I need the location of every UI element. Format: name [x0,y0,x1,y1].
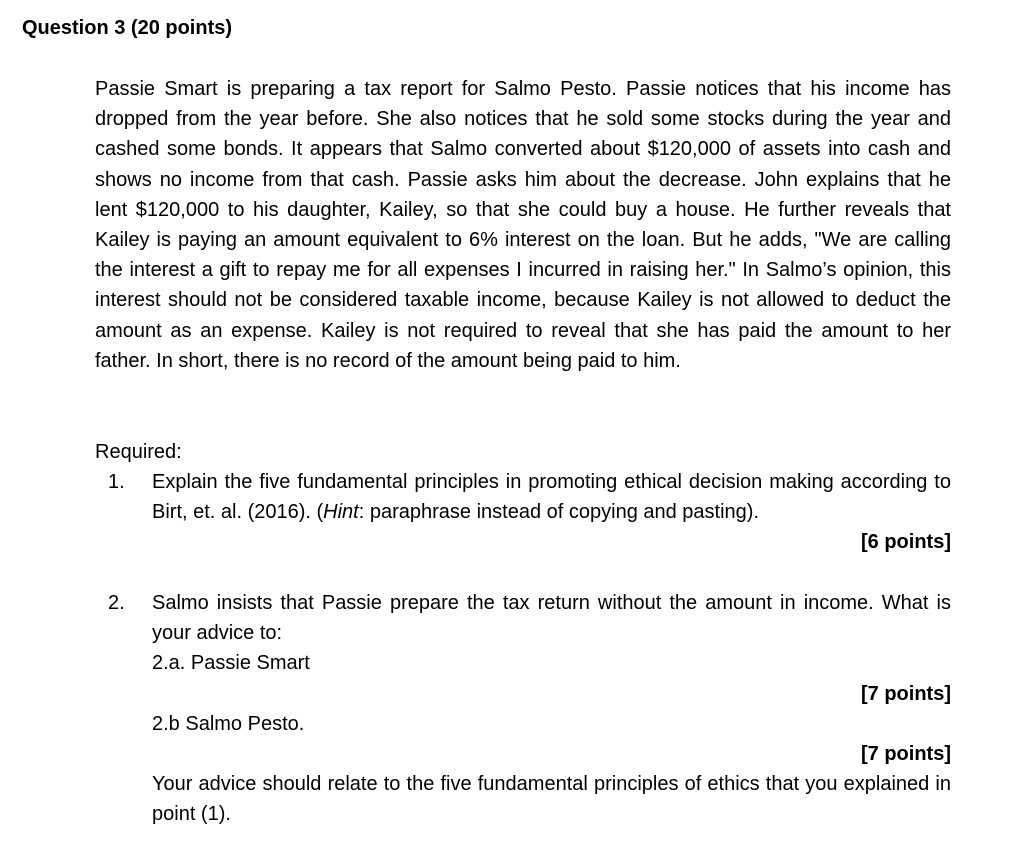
required-item-1 [95,467,951,558]
scenario-paragraph: Passie Smart is preparing a tax report for Salmo Pesto. Passie notices that his income has dropped from the year before. She also notices that he sold some stocks during the year and cashed some bonds. It appears that Salmo converted about $120,000 of assets into cash and shows no income from that cash. Passie asks him about the decrease. John explains that he lent $120,000 to his daughter, Kailey, so that she could buy a house. He further reveals that Kailey is paying an amount equivalent to 6% interest on the loan. But he adds, "We are calling the interest a gift to repay me for all expenses I incurred in raising her." In Salmo’s opinion, this interest should not be considered taxable income, because Kailey is not allowed to deduct the amount as an expense. Kailey is not required to reveal that she has paid the amount to her father. In short, there is no record of the amount being paid to him. [95,78,951,372]
item-text-part: Explain the five fundamental principles in promoting ethical decision making according to Birt, et. al. (2016). ( [152,471,951,524]
points-badge: [7 points] [861,682,951,705]
points-badge: [7 points] [861,743,951,766]
sub-item-a: 2.a. Passie Smart [152,652,310,675]
required-label: Required: [95,441,182,463]
item-number: 1. [108,471,125,493]
item-number: 2. [108,592,125,614]
item-body [152,467,951,558]
item-text-part: : paraphrase instead of copying and pasting). [358,501,760,524]
required-item-2 [95,588,951,830]
question-title: Question 3 (20 points) [22,17,233,39]
item-text: Salmo insists that Passie prepare the tax return without the amount in income. What is your advice to: [152,592,951,645]
hint-word: Hint [323,501,359,524]
points-badge: [6 points] [861,531,951,554]
closing-text: Your advice should relate to the five fundamental principles of ethics that you explained in point (1). [152,773,951,826]
item-body [152,588,951,830]
item-text [152,467,951,527]
sub-item-b: 2.b Salmo Pesto. [152,712,305,735]
